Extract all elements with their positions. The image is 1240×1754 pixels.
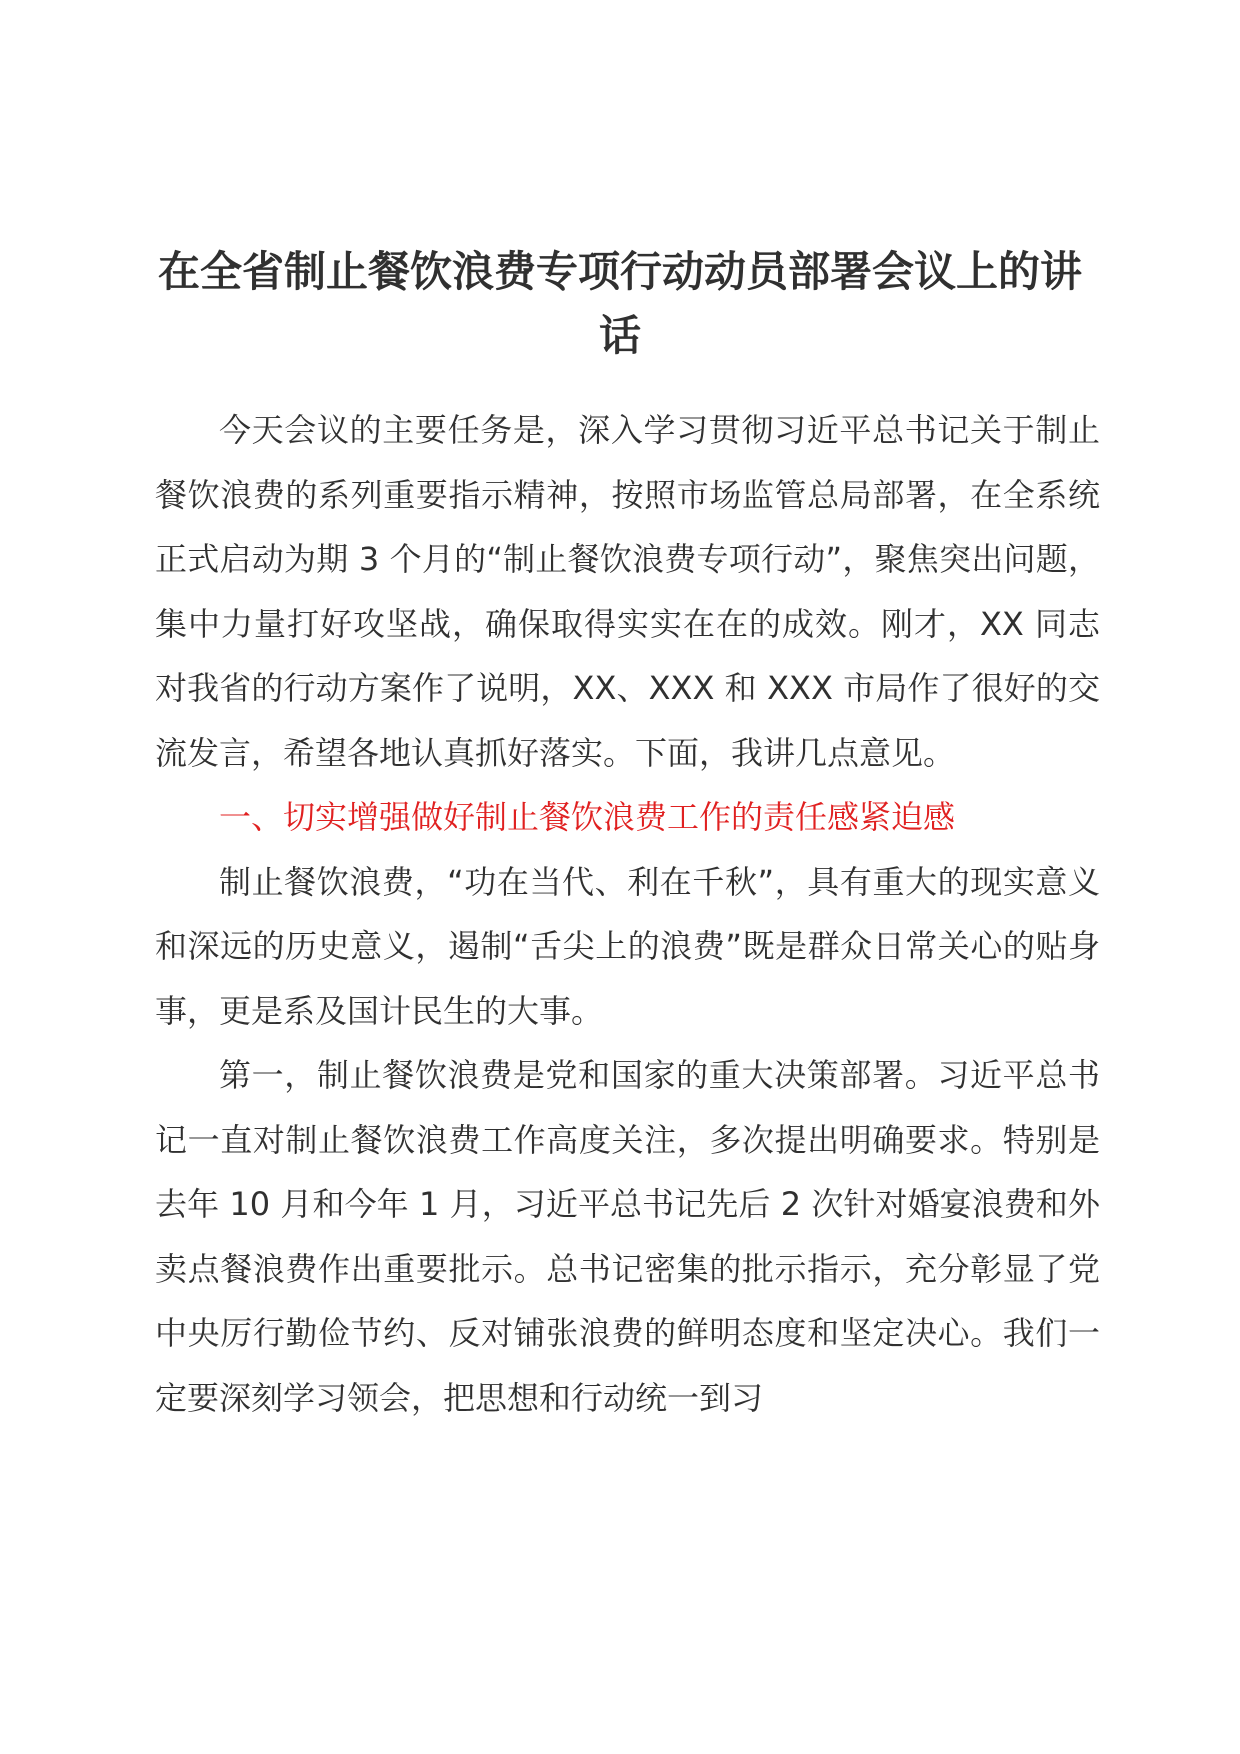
section-1-paragraph: 制止餐饮浪费，“功在当代、利在千秋”，具有重大的现实意义和深远的历史意义，遏制“舌尖上的浪费”既是群众日常关心的贴身事，更是系及国计民生的大事。 [155,862,1100,1030]
document-body [155,398,1100,1430]
intro-paragraph: 今天会议的主要任务是，深入学习贯彻习近平总书记关于制止餐饮浪费的系列重要指示精神，按照市场监管总局部署，在全系统正式启动为期 3 个月的“制止餐饮浪费专项行动”，聚焦突出问题，集中力量打好攻坚战，确保取得实实在在的成效。刚才，XX 同志对我省的行动方案作了说明，XX、XXX 和 XXX 市局作了很好的交流发言，希望各地认真抓好落实。下面，我讲几点意见。 [155,411,1100,772]
point-1-paragraph: 第一，制止餐饮浪费是党和国家的重大决策部署。习近平总书记一直对制止餐饮浪费工作高度关注，多次提出明确要求。特别是去年 10 月和今年 1 月，习近平总书记先后 2 次针对婚宴浪费和外卖点餐浪费作出重要批示。总书记密集的批示指示，充分彰显了党中央厉行勤俭节约、反对铺张浪费的鲜明态度和坚定决心。我们一定要深刻学习领会，把思想和行动统一到习 [155,1056,1100,1417]
document-title: 在全省制止餐饮浪费专项行动动员部署会议上的讲话 [157,247,1082,360]
section-heading-1: 一、切实增强做好制止餐饮浪费工作的责任感紧迫感 [219,798,956,836]
